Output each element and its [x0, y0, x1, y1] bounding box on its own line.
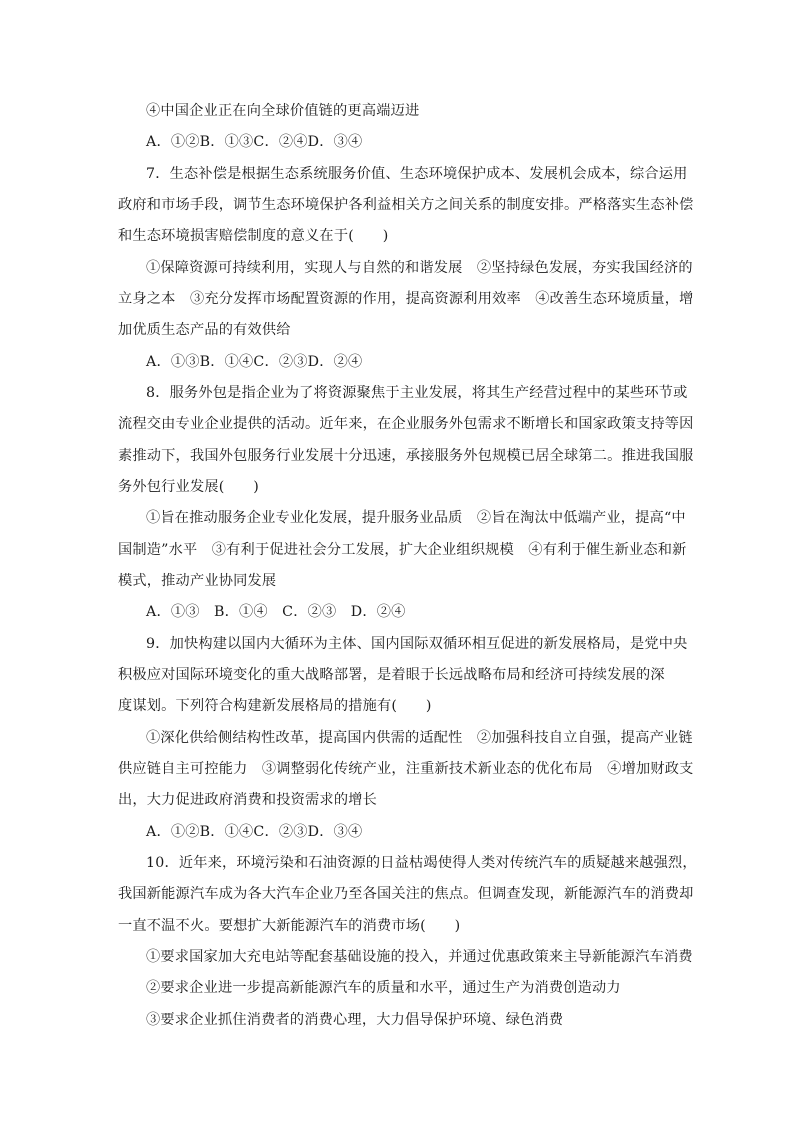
- question-9-line-3: 度谋划。下列符合构建新发展格局的措施有( ): [118, 698, 432, 714]
- question-7-line-1: 7．生态补偿是根据生态系统服务价值、生态环境保护成本、发展机会成本，综合运用: [146, 166, 688, 182]
- question-8-line-1: 8．服务外包是指企业为了将资源聚焦于主业发展，将其生产经营过程中的某些环节或: [146, 385, 688, 401]
- question-10-option-1: ①要求国家加大充电站等配套基础设施的投入，并通过优惠政策来主导新能源汽车消费: [146, 949, 693, 965]
- question-9-options-line-2: 供应链自主可控能力 ③调整弱化传统产业，注重新技术新业态的优化布局 ④增加财政支: [118, 761, 694, 777]
- answer-choices-q7: A．①③B．①④C．②③D．②④: [146, 354, 363, 370]
- question-8-line-4: 务外包行业发展( ): [118, 479, 259, 495]
- question-10-line-2: 我国新能源汽车成为各大汽车企业乃至各国关注的焦点。但调查发现，新能源汽车的消费却: [118, 886, 694, 902]
- question-7-line-3: 和生态环境损害赔偿制度的意义在于( ): [118, 228, 389, 244]
- question-7-options-line-2: 立身之本 ③充分发挥市场配置资源的作用，提高资源利用效率 ④改善生态环境质量，增: [118, 291, 694, 307]
- answer-choices-q6: A．①②B．①③C．②④D．③④: [146, 134, 363, 150]
- question-9-options-line-1: ①深化供给侧结构性改革，提高国内供需的适配性 ②加强科技自立自强，提高产业链: [146, 730, 693, 746]
- question-9-line-1: 9．加快构建以国内大循环为主体、国内国际双循环相互促进的新发展格局，是党中央: [146, 636, 688, 652]
- question-10-line-1: 10．近年来，环境污染和石油资源的日益枯竭使得人类对传统汽车的质疑越来越强烈，: [146, 855, 697, 871]
- question-8-line-2: 流程交由专业企业提供的活动。近年来，在企业服务外包需求不断增长和国家政策支持等因: [118, 416, 694, 432]
- answer-choices-q9: A．①②B．①④C．②③D．③④: [146, 824, 363, 840]
- question-7-line-2: 政府和市场手段，调节生态环境保护各利益相关方之间关系的制度安排。严格落实生态补偿: [118, 197, 694, 213]
- question-7-options-line-1: ①保障资源可持续利用，实现人与自然的和谐发展 ②坚持绿色发展，夯实我国经济的: [146, 260, 693, 276]
- question-10-line-3: 一直不温不火。要想扩大新能源汽车的消费市场( ): [118, 918, 461, 934]
- question-10-option-3: ③要求企业抓住消费者的消费心理，大力倡导保护环境、绿色消费: [146, 1012, 564, 1028]
- question-10-option-2: ②要求企业进一步提高新能源汽车的质量和水平，通过生产为消费创造动力: [146, 980, 621, 996]
- option-line-4: ④中国企业正在向全球价值链的更高端迈进: [146, 103, 420, 119]
- question-8-options-line-2: 国制造”水平 ③有利于促进社会分工发展，扩大企业组织规模 ④有利于催生新业态和新: [118, 542, 687, 558]
- question-9-line-2: 积极应对国际环境变化的重大战略部署，是着眼于长远战略布局和经济可持续发展的深: [118, 667, 665, 683]
- answer-choices-q8: A．①③ B．①④ C．②③ D．②④: [146, 604, 406, 620]
- question-8-line-3: 素推动下，我国外包服务行业发展十分迅速，承接服务外包规模已居全球第二。推进我国服: [118, 448, 694, 464]
- question-7-options-line-3: 加优质生态产品的有效供给: [118, 322, 291, 338]
- question-8-options-line-1: ①旨在推动服务企业专业化发展，提升服务业品质 ②旨在淘汰中低端产业，提高“中: [146, 510, 686, 526]
- question-9-options-line-3: 出，大力促进政府消费和投资需求的增长: [118, 792, 377, 808]
- question-8-options-line-3: 模式，推动产业协同发展: [118, 573, 277, 589]
